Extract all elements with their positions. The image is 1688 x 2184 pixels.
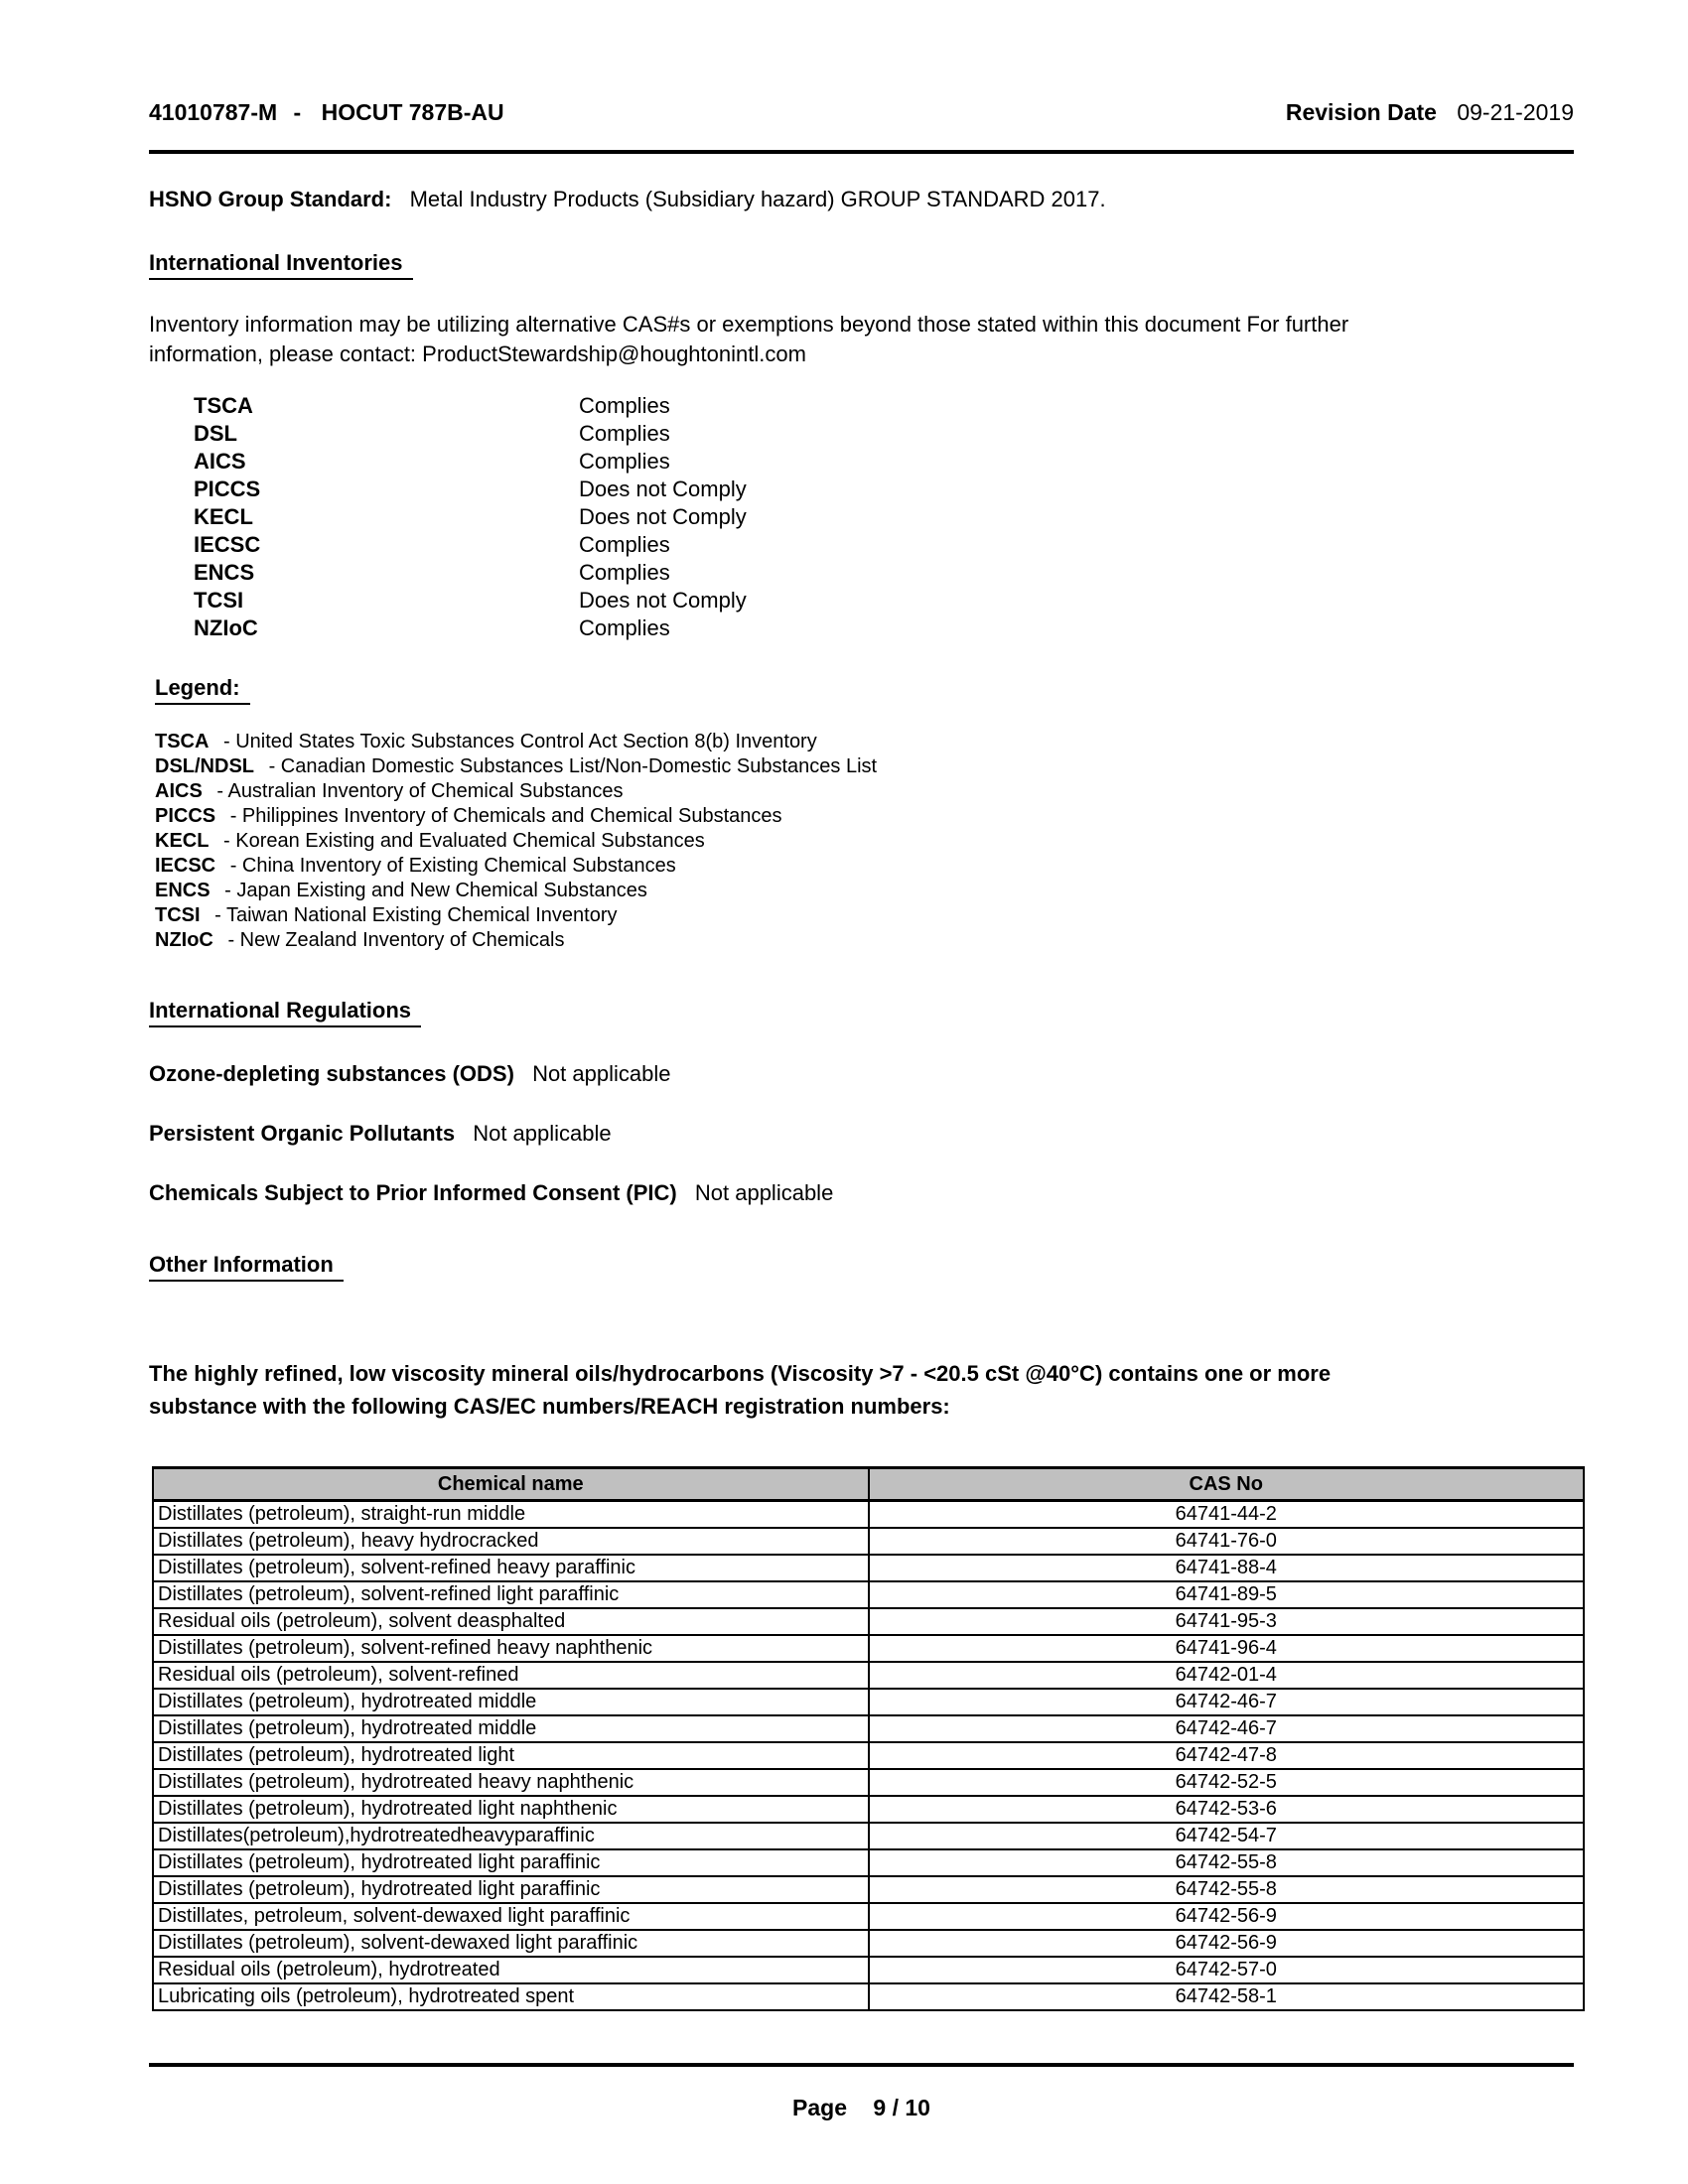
document-code: 41010787-M — [149, 99, 278, 125]
legend-term: TSCA — [155, 731, 210, 752]
chemical-name-cell: Distillates (petroleum), solvent-dewaxed light paraffinic — [153, 1930, 869, 1957]
regulation-line — [149, 1061, 1574, 1087]
legend-list — [155, 731, 1574, 954]
inventory-row — [149, 504, 1574, 532]
inventory-status: Complies — [579, 560, 670, 585]
inventory-row — [149, 477, 1574, 504]
inventory-row — [149, 615, 1574, 643]
international-regulations-heading — [149, 998, 1574, 1027]
table-row — [153, 1849, 1584, 1876]
legend-item — [155, 830, 1574, 855]
cas-number-cell: 64742-56-9 — [869, 1903, 1585, 1930]
mineral-oil-statement — [149, 1357, 1574, 1423]
international-inventories-heading-text: International Inventories — [149, 250, 413, 280]
cas-number-cell: 64742-54-7 — [869, 1823, 1585, 1849]
legend-item — [155, 780, 1574, 805]
page-footer — [149, 2095, 1574, 2121]
column-header-chemical-name: Chemical name — [153, 1468, 869, 1501]
regulation-label: Chemicals Subject to Prior Informed Consent (PIC) — [149, 1180, 677, 1205]
cas-number-cell: 64742-55-8 — [869, 1876, 1585, 1903]
chemical-name-cell: Distillates (petroleum), hydrotreated light — [153, 1742, 869, 1769]
column-header-cas-no: CAS No — [869, 1468, 1585, 1501]
inventory-row — [149, 560, 1574, 588]
table-row — [153, 1823, 1584, 1849]
international-regulations-list — [149, 1061, 1574, 1206]
regulation-line — [149, 1180, 1574, 1206]
page-label: Page — [792, 2094, 848, 2120]
cas-number-cell: 64742-52-5 — [869, 1769, 1585, 1796]
table-row — [153, 1689, 1584, 1715]
international-inventories-heading — [149, 250, 1574, 280]
chemical-name-cell: Distillates (petroleum), solvent-refined heavy paraffinic — [153, 1555, 869, 1581]
chemical-name-cell: Distillates (petroleum), hydrotreated light paraffinic — [153, 1876, 869, 1903]
legend-item — [155, 755, 1574, 780]
cas-number-cell: 64742-57-0 — [869, 1957, 1585, 1983]
legend-term: IECSC — [155, 855, 216, 877]
cas-number-cell: 64742-46-7 — [869, 1715, 1585, 1742]
inventory-code: TCSI — [194, 588, 244, 613]
legend-term: AICS — [155, 780, 203, 802]
legend-item — [155, 929, 1574, 954]
chemical-name-cell: Lubricating oils (petroleum), hydrotreated spent — [153, 1983, 869, 2010]
legend-term: TCSI — [155, 904, 201, 926]
international-regulations-heading-text: International Regulations — [149, 998, 421, 1027]
legend-term: NZIoC — [155, 929, 213, 951]
table-row — [153, 1903, 1584, 1930]
chemical-name-cell: Distillates(petroleum),hydrotreatedheavyparaffinic — [153, 1823, 869, 1849]
chemical-name-cell: Distillates (petroleum), hydrotreated light naphthenic — [153, 1796, 869, 1823]
document-header — [149, 0, 1574, 126]
chemical-name-cell: Distillates (petroleum), solvent-refined light paraffinic — [153, 1581, 869, 1608]
intro-line: information, please contact: ProductStewardship@houghtonintl.com — [149, 341, 806, 366]
title-separator: - — [293, 99, 302, 125]
inventory-row — [149, 588, 1574, 615]
chemical-name-cell: Distillates (petroleum), heavy hydrocracked — [153, 1528, 869, 1555]
table-row — [153, 1930, 1584, 1957]
inventory-code: NZIoC — [194, 615, 258, 640]
regulation-line — [149, 1121, 1574, 1147]
legend-term: KECL — [155, 830, 210, 852]
legend-description: - Taiwan National Existing Chemical Inventory — [214, 904, 618, 926]
inventory-code: ENCS — [194, 560, 255, 585]
inventory-code: KECL — [194, 504, 253, 529]
cas-table-header-row — [153, 1468, 1584, 1501]
inventory-row — [149, 393, 1574, 421]
table-row — [153, 1555, 1584, 1581]
cas-number-cell: 64742-46-7 — [869, 1689, 1585, 1715]
legend-description: - New Zealand Inventory of Chemicals — [227, 929, 565, 951]
inventory-row — [149, 449, 1574, 477]
inventory-intro-paragraph — [149, 310, 1574, 369]
table-row — [153, 1662, 1584, 1689]
legend-item — [155, 904, 1574, 929]
table-row — [153, 1796, 1584, 1823]
cas-number-cell: 64742-53-6 — [869, 1796, 1585, 1823]
cas-number-cell: 64742-55-8 — [869, 1849, 1585, 1876]
inventory-status: Does not Comply — [579, 588, 747, 613]
cas-number-cell: 64742-56-9 — [869, 1930, 1585, 1957]
legend-heading — [155, 675, 1574, 705]
legend-description: - Korean Existing and Evaluated Chemical Substances — [223, 830, 705, 852]
legend-description: - Japan Existing and New Chemical Substances — [224, 880, 647, 901]
other-information-heading-text: Other Information — [149, 1252, 344, 1282]
table-row — [153, 1635, 1584, 1662]
intro-line: Inventory information may be utilizing alternative CAS#s or exemptions beyond those stated within this document For further — [149, 312, 1349, 337]
legend-heading-text: Legend: — [155, 675, 250, 705]
inventory-status: Complies — [579, 615, 670, 640]
legend-description: - Australian Inventory of Chemical Substances — [216, 780, 624, 802]
regulation-label: Persistent Organic Pollutants — [149, 1121, 456, 1146]
legend-item — [155, 731, 1574, 755]
chemical-name-cell: Residual oils (petroleum), solvent-refined — [153, 1662, 869, 1689]
chemical-name-cell: Distillates (petroleum), straight-run middle — [153, 1501, 869, 1528]
regulation-value: Not applicable — [473, 1121, 612, 1146]
chemical-name-cell: Distillates (petroleum), hydrotreated middle — [153, 1715, 869, 1742]
legend-item — [155, 805, 1574, 830]
hsno-group-standard-line — [149, 187, 1574, 212]
table-row — [153, 1501, 1584, 1528]
chemical-name-cell: Residual oils (petroleum), solvent deasphalted — [153, 1608, 869, 1635]
inventory-status: Complies — [579, 449, 670, 474]
table-row — [153, 1581, 1584, 1608]
page-number: 9 / 10 — [873, 2094, 930, 2120]
statement-line: substance with the following CAS/EC numbers/REACH registration numbers: — [149, 1394, 950, 1419]
inventory-status: Complies — [579, 421, 670, 446]
statement-line: The highly refined, low viscosity mineral oils/hydrocarbons (Viscosity >7 - <20.5 cSt @40°C) contains one or more — [149, 1361, 1332, 1386]
table-row — [153, 1769, 1584, 1796]
chemical-name-cell: Distillates (petroleum), hydrotreated light paraffinic — [153, 1849, 869, 1876]
legend-description: - United States Toxic Substances Control Act Section 8(b) Inventory — [223, 731, 817, 752]
table-row — [153, 1528, 1584, 1555]
cas-table-body — [153, 1501, 1584, 2010]
regulation-value: Not applicable — [694, 1180, 834, 1205]
cas-number-cell: 64741-88-4 — [869, 1555, 1585, 1581]
inventory-status: Complies — [579, 393, 670, 418]
regulation-label: Ozone-depleting substances (ODS) — [149, 1061, 514, 1086]
legend-description: - China Inventory of Existing Chemical Substances — [229, 855, 676, 877]
inventory-status-list — [149, 393, 1574, 643]
hsno-value: Metal Industry Products (Subsidiary hazard) GROUP STANDARD 2017. — [409, 187, 1106, 211]
chemical-name-cell: Distillates (petroleum), solvent-refined heavy naphthenic — [153, 1635, 869, 1662]
cas-number-cell: 64741-76-0 — [869, 1528, 1585, 1555]
regulation-value: Not applicable — [532, 1061, 671, 1086]
cas-number-cell: 64742-58-1 — [869, 1983, 1585, 2010]
cas-substance-table — [152, 1466, 1585, 2011]
inventory-code: IECSC — [194, 532, 261, 557]
legend-term: ENCS — [155, 880, 211, 901]
chemical-name-cell: Distillates (petroleum), hydrotreated heavy naphthenic — [153, 1769, 869, 1796]
legend-description: - Philippines Inventory of Chemicals and Chemical Substances — [229, 805, 782, 827]
chemical-name-cell: Distillates, petroleum, solvent-dewaxed light paraffinic — [153, 1903, 869, 1930]
table-row — [153, 1876, 1584, 1903]
table-row — [153, 1957, 1584, 1983]
legend-description: - Canadian Domestic Substances List/Non-Domestic Substances List — [268, 755, 878, 777]
inventory-status: Does not Comply — [579, 477, 747, 501]
table-row — [153, 1983, 1584, 2010]
inventory-status: Complies — [579, 532, 670, 557]
inventory-row — [149, 421, 1574, 449]
inventory-code: DSL — [194, 421, 237, 446]
cas-number-cell: 64741-95-3 — [869, 1608, 1585, 1635]
inventory-row — [149, 532, 1574, 560]
table-row — [153, 1742, 1584, 1769]
cas-number-cell: 64741-89-5 — [869, 1581, 1585, 1608]
cas-number-cell: 64742-01-4 — [869, 1662, 1585, 1689]
inventory-code: AICS — [194, 449, 246, 474]
revision-date-value: 09-21-2019 — [1457, 99, 1574, 125]
footer-divider-rule — [149, 2063, 1574, 2067]
legend-term: DSL/NDSL — [155, 755, 254, 777]
inventory-code: PICCS — [194, 477, 261, 501]
cas-number-cell: 64741-44-2 — [869, 1501, 1585, 1528]
legend-item — [155, 880, 1574, 904]
header-divider-rule — [149, 150, 1574, 154]
chemical-name-cell: Residual oils (petroleum), hydrotreated — [153, 1957, 869, 1983]
revision-date-block — [1286, 99, 1574, 126]
table-row — [153, 1715, 1584, 1742]
inventory-code: TSCA — [194, 393, 253, 418]
table-row — [153, 1608, 1584, 1635]
hsno-label: HSNO Group Standard: — [149, 187, 392, 211]
document-title — [149, 99, 504, 126]
cas-table-head — [153, 1468, 1584, 1501]
inventory-status: Does not Comply — [579, 504, 747, 529]
legend-term: PICCS — [155, 805, 216, 827]
cas-number-cell: 64741-96-4 — [869, 1635, 1585, 1662]
legend-item — [155, 855, 1574, 880]
other-information-heading — [149, 1252, 1574, 1282]
cas-number-cell: 64742-47-8 — [869, 1742, 1585, 1769]
revision-date-label: Revision Date — [1285, 99, 1437, 125]
chemical-name-cell: Distillates (petroleum), hydrotreated middle — [153, 1689, 869, 1715]
product-name: HOCUT 787B-AU — [321, 99, 504, 125]
